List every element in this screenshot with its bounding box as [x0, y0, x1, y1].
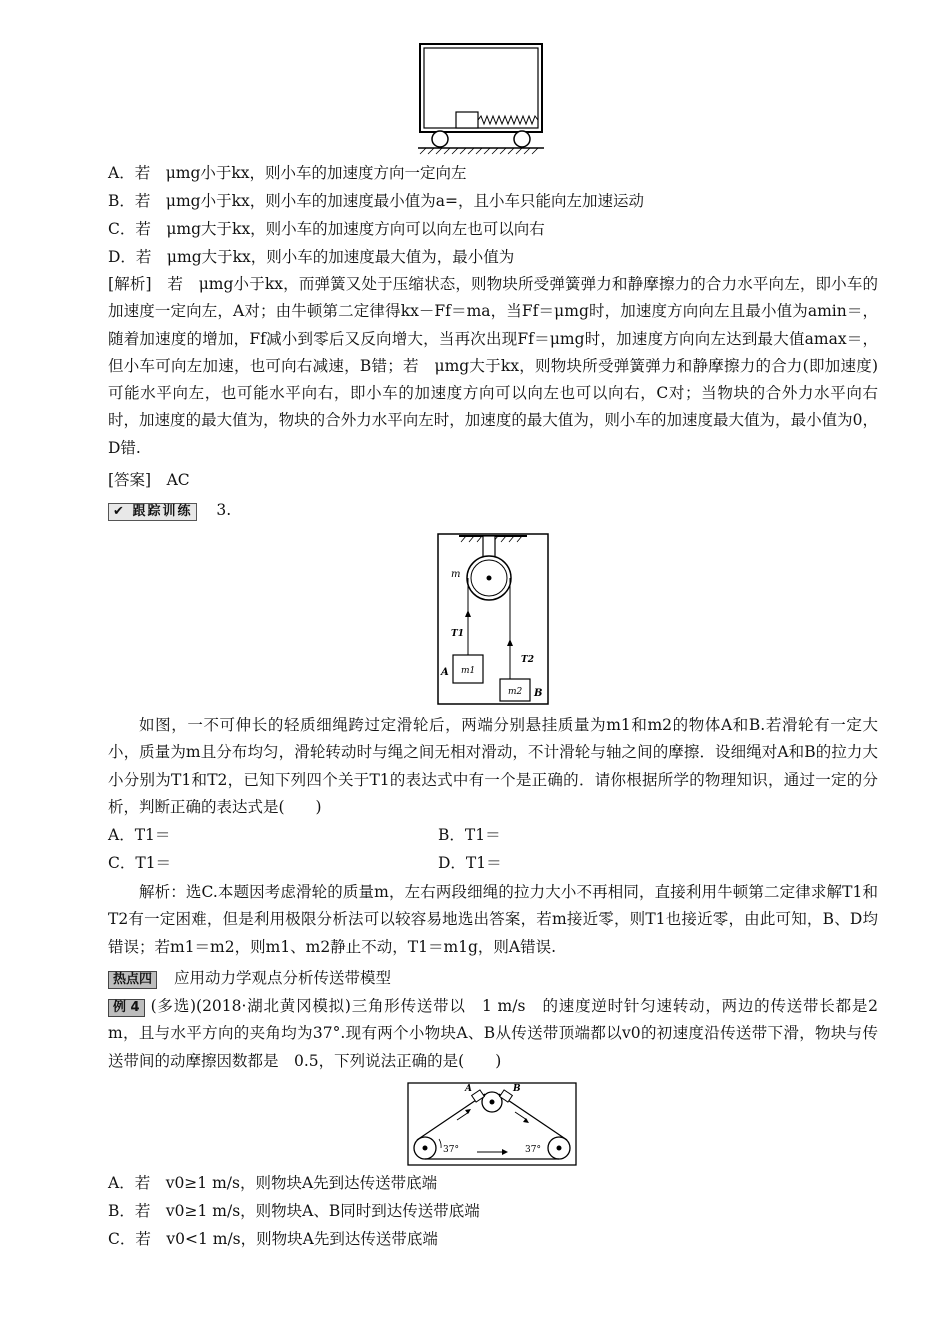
t1-label: T1: [451, 629, 464, 639]
block-a-label: A: [465, 1084, 472, 1094]
q2-option-d: D．若 μmg大于kx，则小车的加速度最大值为，最小值为: [108, 248, 515, 266]
b-label: B: [534, 688, 543, 699]
a-label: A: [441, 667, 449, 678]
q3-option-a: A．T1＝: [108, 826, 171, 844]
example-tag: 例 4: [108, 999, 145, 1017]
tracking-exercise-header: [108, 501, 231, 521]
spring-cart-figure: [418, 42, 544, 156]
hot-point-tag: 热点四: [108, 971, 157, 989]
pulley-figure: [437, 533, 549, 705]
angle-left-label: 37°: [443, 1145, 459, 1155]
example-4-stem: 例 4 (多选)(2018·湖北黄冈模拟)三角形传送带以 1 m/s 的速度逆时针匀速转动，两边的传送带长都是2 m，且与水平方向的夹角均为37°.现有两个小物块A、B从传送带顶端都以v0的初速度沿传送带下滑，物块与传送带间的动摩擦因数都是 0.5，下列说法正确的是( ): [108, 997, 878, 1070]
example-4-option-c: C．若 v0<1 m/s，则物块A先到达传送带底端: [108, 1230, 438, 1248]
conveyor-figure: [407, 1082, 577, 1166]
tracking-exercise-tag: ✔ 跟踪训练: [108, 503, 197, 521]
angle-right-label: 37°: [525, 1145, 541, 1155]
hot-point-title: 应用动力学观点分析传送带模型: [173, 969, 391, 987]
q3-number: 3.: [216, 501, 232, 519]
q2-option-a: A．若 μmg小于kx，则小车的加速度方向一定向左: [108, 164, 467, 182]
q2-option-c: C．若 μmg大于kx，则小车的加速度方向可以向左也可以向右: [108, 220, 545, 238]
pulley-mass-label: m: [451, 569, 461, 580]
check-icon: ✔: [113, 504, 126, 519]
block-b-label: B: [513, 1084, 521, 1094]
hot-point-header: [108, 966, 391, 989]
q2-answer: [答案] AC: [108, 471, 190, 489]
q3-option-b: B．T1＝: [438, 826, 501, 844]
q3-option-c: C．T1＝: [108, 854, 172, 872]
q3-stem: 如图，一不可伸长的轻质细绳跨过定滑轮后，两端分别悬挂质量为m1和m2的物体A和B.若滑轮有一定大小，质量为m且分布均匀，滑轮转动时与绳之间无相对滑动，不计滑轮与轴之间的摩擦．设细绳对A和B的拉力大小分别为T1和T2，已知下列四个关于T1的表达式中有一个是正确的．请你根据所学的物理知识，通过一定的分析，判断正确的表达式是( ): [108, 716, 878, 816]
q2-analysis: [解析] 若 μmg小于kx，而弹簧又处于压缩状态，则物块所受弹簧弹力和静摩擦力的合力水平向左，即小车的加速度一定向左，A对；由牛顿第二定律得kx－Ff＝ma，当Ff＝μmg时，加速度方向向左且最小值为amin＝，随着加速度的增加，Ff减小到零后又反向增大，当再次出现Ff＝μmg时，加速度方向向左达到最大值amax＝，但小车可向左加速，也可向右减速，B错；若 μmg大于kx，则物块所受弹簧弹力和静摩擦力的合力(即加速度)可能水平向左，也可能水平向右，即小车的加速度方向可以向左也可以向右，C对；当物块的合外力水平向右时，加速度的最大值为，物块的合外力水平向左时，加速度的最大值为，则小车的加速度最大值为，最小值为0，D错.: [108, 275, 878, 457]
example-4-option-a: A．若 v0≥1 m/s，则物块A先到达传送带底端: [108, 1174, 438, 1192]
example-4-option-b: B．若 v0≥1 m/s，则物块A、B同时到达传送带底端: [108, 1202, 480, 1220]
q3-option-d: D．T1＝: [438, 854, 502, 872]
m2-label: m2: [508, 687, 523, 697]
q3-analysis: 解析：选C.本题因考虑滑轮的质量m，左右两段细绳的拉力大小不再相同，直接利用牛顿第二定律求解T1和T2有一定困难，但是利用极限分析法可以较容易地选出答案，若m接近零，则T1也接近零，由此可知，B、D均错误；若m1＝m2，则m1、m2静止不动，T1＝m1g，则A错误.: [108, 883, 878, 956]
m1-label: m1: [461, 666, 476, 676]
q2-option-b: B．若 μmg小于kx，则小车的加速度最小值为a=，且小车只能向左加速运动: [108, 192, 644, 210]
t2-label: T2: [521, 655, 534, 665]
